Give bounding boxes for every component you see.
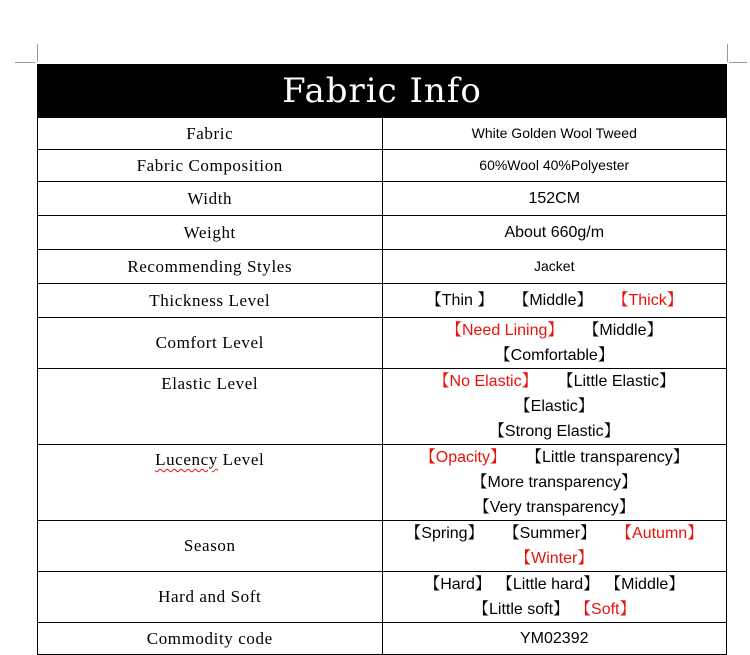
table-row [38, 445, 727, 521]
row-label-elastic: Elastic Level [38, 369, 383, 445]
row-label-thickness: Thickness Level [38, 284, 383, 318]
option-autumn-selected: 【Autumn】 [616, 525, 704, 542]
table-row [38, 216, 727, 250]
option-middle: 【Middle】 [583, 322, 663, 339]
table-row [38, 250, 727, 284]
option-comfortable: 【Comfortable】 [494, 347, 614, 364]
crop-mark [15, 62, 35, 63]
table-row [38, 572, 727, 623]
crop-mark [37, 44, 38, 62]
option-little-transparency: 【Little transparency】 [526, 449, 689, 466]
option-thin: 【Thin 】 [425, 292, 494, 309]
option-more-transparency: 【More transparency】 [471, 474, 637, 491]
crop-mark [729, 62, 747, 63]
table-row [38, 284, 727, 318]
table-row [38, 623, 727, 655]
row-label-weight: Weight [38, 216, 383, 250]
option-little-soft: 【Little soft】 [472, 601, 570, 618]
option-hard: 【Hard】 [424, 576, 491, 593]
table-row [38, 318, 727, 369]
title-row [38, 65, 727, 118]
table-title: Fabric Info [38, 65, 727, 118]
row-label-composition: Fabric Composition [38, 150, 383, 182]
table-row [38, 150, 727, 182]
row-label-hardness: Hard and Soft [38, 572, 383, 623]
row-value-weight: About 660g/m [382, 216, 727, 250]
row-label-width: Width [38, 182, 383, 216]
level-word: Level [217, 450, 265, 469]
row-value-width: 152CM [382, 182, 727, 216]
lucency-word: Lucency [155, 450, 218, 469]
table-row [38, 118, 727, 150]
table-row [38, 369, 727, 445]
row-value-code: YM02392 [382, 623, 727, 655]
option-strong-elastic: 【Strong Elastic】 [488, 423, 620, 440]
row-value-elastic [382, 369, 727, 445]
fabric-info-table [37, 64, 727, 655]
table-row [38, 182, 727, 216]
option-no-elastic-selected: 【No Elastic】 [433, 373, 538, 390]
row-value-styles: Jacket [382, 250, 727, 284]
option-spring: 【Spring】 [405, 525, 484, 542]
row-value-thickness [382, 284, 727, 318]
option-need-lining-selected: 【Need Lining】 [445, 322, 564, 339]
row-label-lucency [38, 445, 383, 521]
row-value-hardness [382, 572, 727, 623]
row-value-lucency [382, 445, 727, 521]
option-middle: 【Middle】 [513, 292, 593, 309]
crop-mark [727, 44, 728, 62]
option-little-hard: 【Little hard】 [496, 576, 600, 593]
option-opacity-selected: 【Opacity】 [419, 449, 506, 466]
row-label-styles: Recommending Styles [38, 250, 383, 284]
row-label-code: Commodity code [38, 623, 383, 655]
row-value-composition: 60%Wool 40%Polyester [382, 150, 727, 182]
table-row [38, 521, 727, 572]
option-very-transparency: 【Very transparency】 [473, 499, 635, 516]
option-summer: 【Summer】 [503, 525, 597, 542]
row-label-season: Season [38, 521, 383, 572]
row-value-fabric: White Golden Wool Tweed [382, 118, 727, 150]
option-thick-selected: 【Thick】 [612, 292, 683, 309]
option-soft-selected: 【Soft】 [575, 601, 636, 618]
row-value-comfort [382, 318, 727, 369]
option-middle: 【Middle】 [605, 576, 685, 593]
row-label-comfort: Comfort Level [38, 318, 383, 369]
row-value-season [382, 521, 727, 572]
option-little-elastic: 【Little Elastic】 [557, 373, 675, 390]
row-label-fabric: Fabric [38, 118, 383, 150]
option-elastic: 【Elastic】 [514, 398, 594, 415]
option-winter-selected: 【Winter】 [515, 550, 594, 567]
